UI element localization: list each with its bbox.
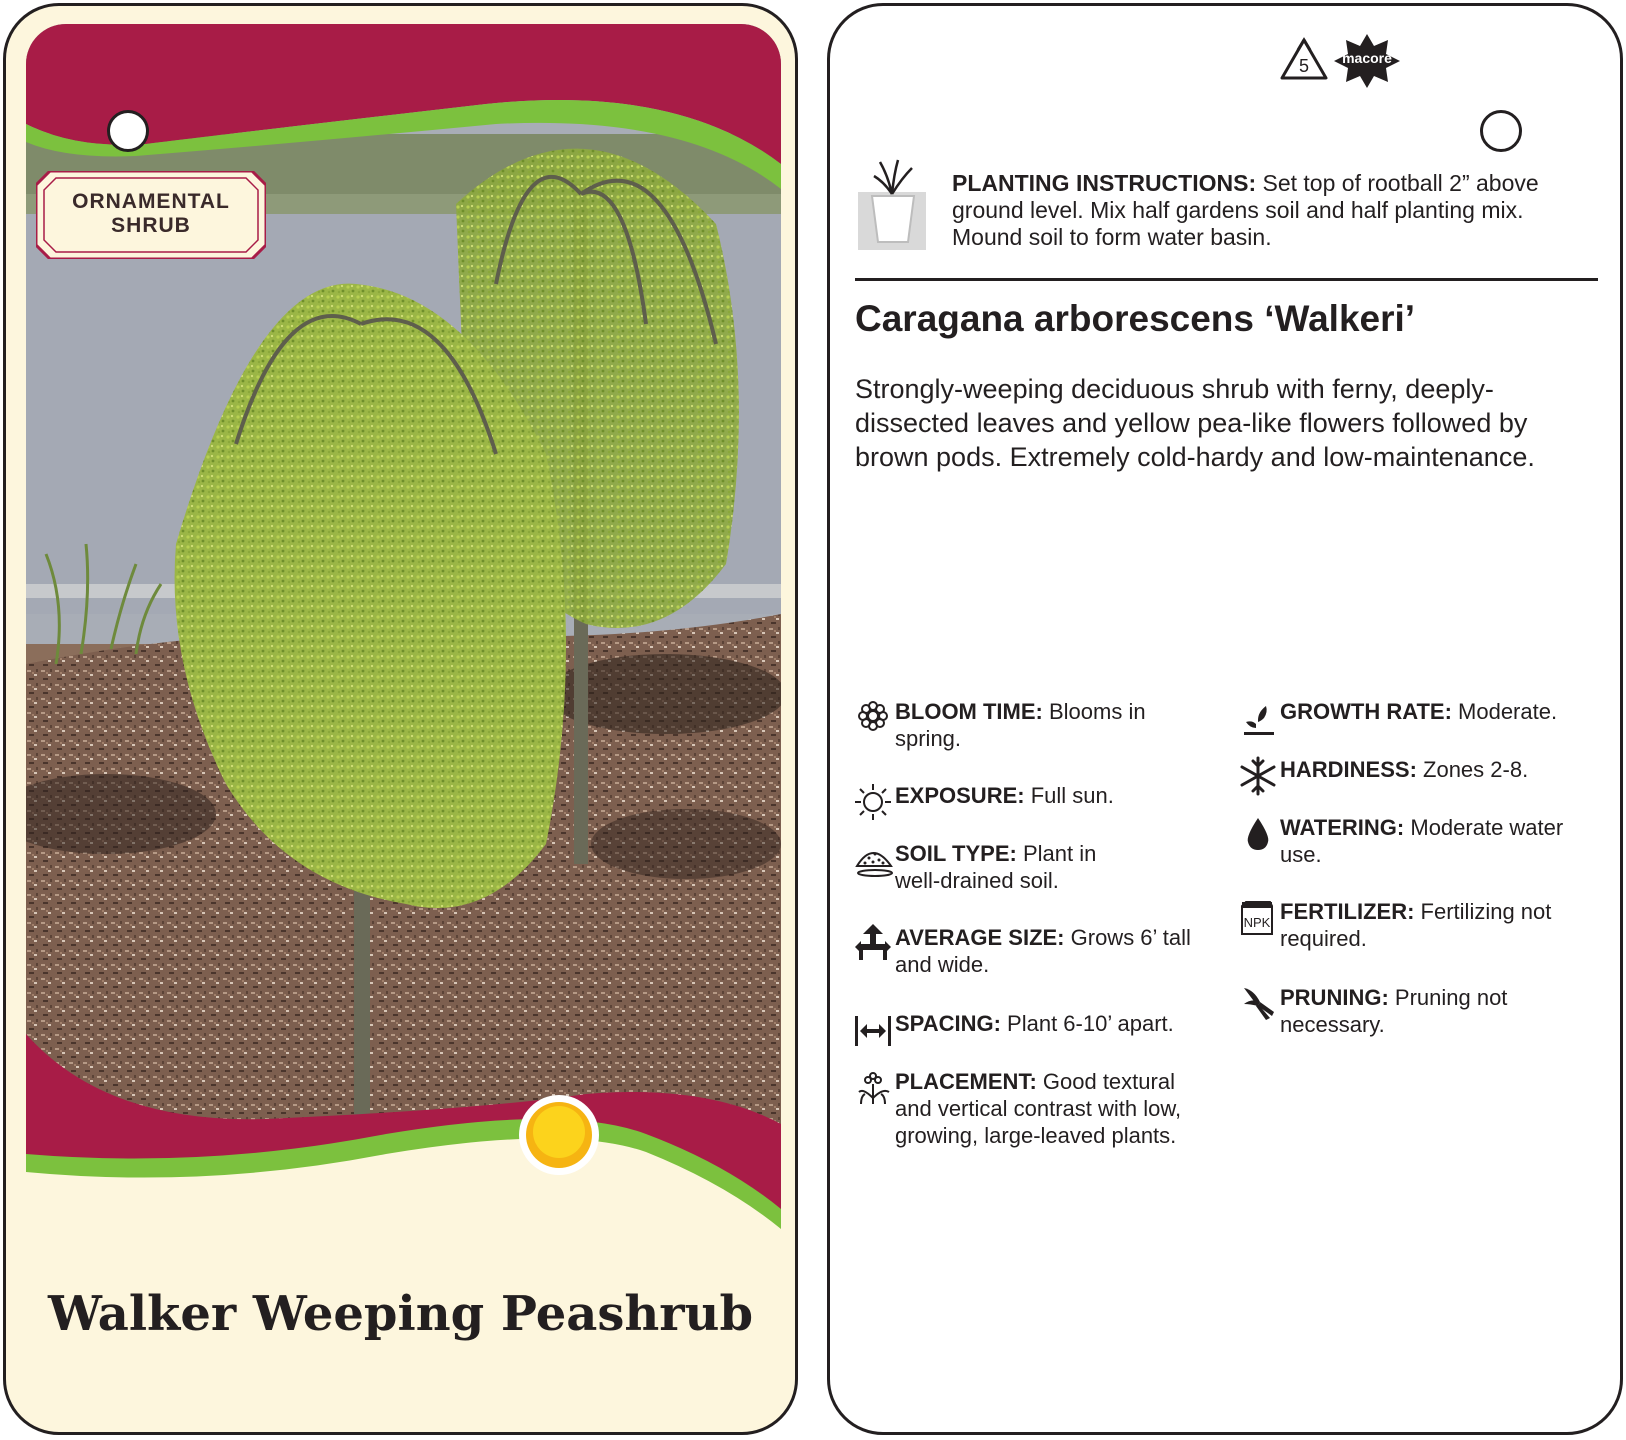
divider bbox=[855, 278, 1598, 281]
average-size-value: Grows 6’ tall and wide. bbox=[895, 925, 1191, 977]
hardiness-value: Zones 2-8. bbox=[1416, 757, 1529, 782]
soil-type-value: Plant in well-drained soil. bbox=[895, 841, 1097, 893]
plants-icon bbox=[855, 1068, 895, 1108]
common-name: Walker Weeping Peashrub bbox=[47, 1286, 754, 1342]
exposure-label: EXPOSURE: bbox=[895, 783, 1025, 808]
planting-instructions bbox=[952, 170, 1592, 251]
average-size-label: AVERAGE SIZE: bbox=[895, 925, 1065, 950]
spacing-label: SPACING: bbox=[895, 1011, 1001, 1036]
front-tag bbox=[3, 3, 798, 1435]
placement-value: Good textural and vertical contrast with low, growing, large-leaved plants. bbox=[895, 1069, 1182, 1148]
sun-icon bbox=[855, 782, 895, 822]
watering-label: WATERING: bbox=[1280, 815, 1405, 840]
hang-hole bbox=[107, 110, 149, 152]
soil-type-label: SOIL TYPE: bbox=[895, 841, 1017, 866]
hang-hole bbox=[1480, 110, 1522, 152]
watering-value: Moderate water use. bbox=[1280, 815, 1564, 867]
plant-description: Strongly-weeping deciduous shrub with ferny, deeply-dissected leaves and yellow pea-like flowers followed by brown pods. Extremely cold-hardy and low-maintenance. bbox=[855, 374, 1535, 472]
fertilizer-label: FERTILIZER: bbox=[1280, 899, 1415, 924]
water-drop-icon bbox=[1240, 814, 1280, 854]
planting-label: PLANTING INSTRUCTIONS: bbox=[952, 170, 1257, 196]
snowflake-icon bbox=[1240, 756, 1280, 796]
back-tag bbox=[827, 3, 1623, 1435]
sprout-icon bbox=[1240, 698, 1280, 738]
hardiness-label: HARDINESS: bbox=[1280, 757, 1417, 782]
planting-pot-icon bbox=[858, 156, 926, 250]
spacing-value: Plant 6-10’ apart. bbox=[1000, 1011, 1174, 1036]
fertilizer-bag-icon bbox=[1240, 898, 1280, 938]
full-sun-icon bbox=[518, 1094, 600, 1176]
flower-icon bbox=[855, 698, 895, 738]
placement-label: PLACEMENT: bbox=[895, 1069, 1037, 1094]
planting-text: Set top of rootball 2” above ground level. Mix half gardens soil and half planting mix. Mound soil to form water basin. bbox=[952, 170, 1539, 250]
pruning-label: PRUNING: bbox=[1280, 985, 1389, 1010]
recycle-code: 5 bbox=[1298, 56, 1310, 76]
growth-rate-value: Moderate. bbox=[1451, 699, 1558, 724]
brand-name: macore bbox=[1342, 50, 1392, 66]
bloom-time-value: Blooms in spring. bbox=[895, 699, 1146, 751]
category-label: ORNAMENTAL SHRUB bbox=[72, 190, 230, 237]
category-badge bbox=[36, 171, 266, 259]
fertilizer-value: Fertilizing not required. bbox=[1280, 899, 1552, 951]
pruning-shears-icon bbox=[1240, 984, 1280, 1024]
size-arrows-icon bbox=[855, 924, 895, 964]
spacing-icon bbox=[855, 1010, 895, 1050]
exposure-value: Full sun. bbox=[1024, 783, 1114, 808]
bloom-time-label: BLOOM TIME: bbox=[895, 699, 1043, 724]
soil-icon bbox=[855, 840, 895, 880]
growth-rate-label: GROWTH RATE: bbox=[1280, 699, 1452, 724]
botanical-name: Caragana arborescens ‘Walkeri’ bbox=[855, 298, 1416, 339]
recycle-5-icon bbox=[1278, 36, 1330, 84]
pruning-value: Pruning not necessary. bbox=[1280, 985, 1508, 1037]
npk-label: NPK bbox=[1243, 915, 1271, 930]
